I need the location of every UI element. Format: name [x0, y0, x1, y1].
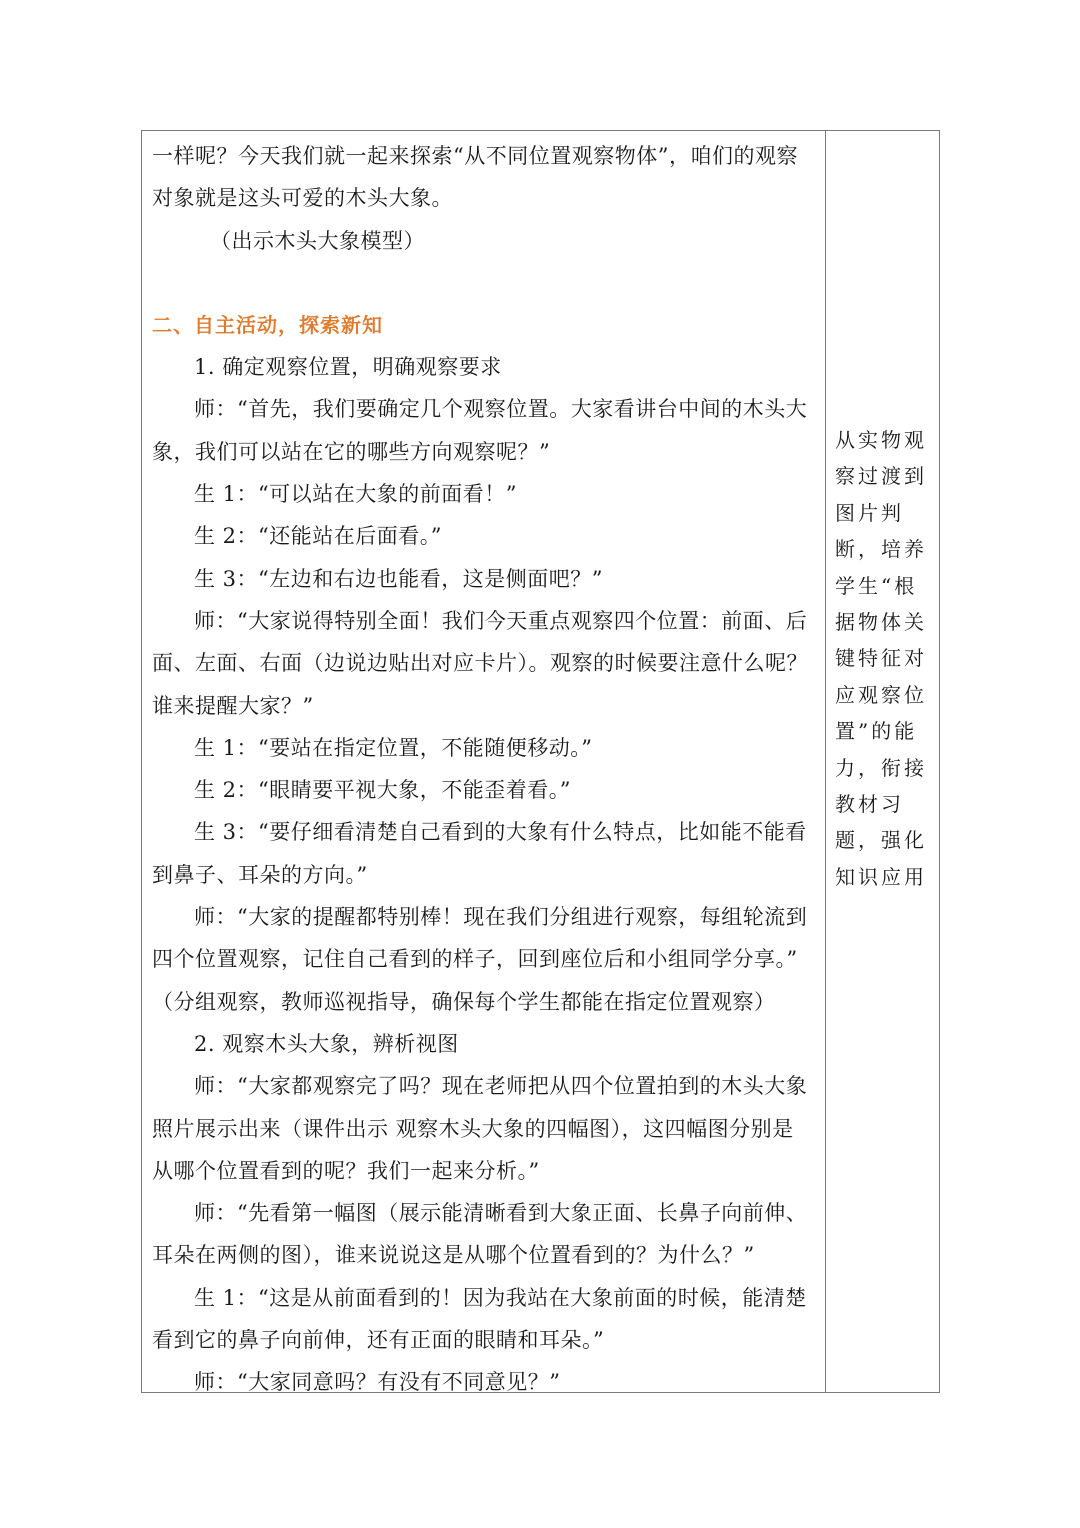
text-line: 谁来提醒大家？” [152, 693, 314, 718]
text-line: 师：“首先，我们要确定几个观察位置。大家看讲台中间的木头大 [194, 397, 808, 422]
text-line: 师：“先看第一幅图（展示能清晰看到大象正面、长鼻子向前伸、 [194, 1201, 808, 1226]
text-line: 生 2：“还能站在后面看。” [194, 524, 443, 549]
lesson-table [141, 130, 940, 1393]
text-line: 生 1：“要站在指定位置，不能随便移动。” [194, 735, 593, 760]
text-line: 师：“大家说得特别全面！我们今天重点观察四个位置：前面、后 [194, 608, 808, 633]
text-line: （出示木头大象模型） [210, 228, 425, 253]
text-line: 生 2：“眼睛要平视大象，不能歪着看。” [194, 778, 572, 803]
text-line: 看到它的鼻子向前伸，还有正面的眼睛和耳朵。” [152, 1328, 605, 1353]
side-line: 图片判 [835, 500, 904, 525]
subsection-title: 2. 观察木头大象，辨析视图 [194, 1031, 459, 1056]
text-line: （分组观察，教师巡视指导，确保每个学生都能在指定位置观察） [152, 989, 776, 1014]
side-line: 题，强化 [835, 828, 927, 853]
side-line: 知识应用 [835, 864, 927, 889]
text-line: 师：“大家的提醒都特别棒！现在我们分组进行观察，每组轮流到 [194, 905, 808, 930]
side-line: 据物体关 [835, 610, 927, 635]
side-line: 察过渡到 [835, 464, 927, 489]
side-line: 从实物观 [835, 428, 927, 452]
side-line: 学生“根 [835, 573, 918, 598]
text-line: 照片展示出来（课件出示 观察木头大象的四幅图），这四幅图分别是 [152, 1116, 794, 1141]
column-divider [825, 131, 826, 1392]
side-line: 应观察位 [835, 682, 927, 707]
subsection-title: 1. 确定观察位置，明确观察要求 [194, 355, 502, 380]
section-heading: 二、自主活动，探索新知 [152, 312, 383, 337]
text-line: 生 1：“这是从前面看到的！因为我站在大象前面的时候，能清楚 [194, 1285, 807, 1310]
text-line: 师：“大家都观察完了吗？现在老师把从四个位置拍到的木头大象 [194, 1074, 808, 1099]
side-line: 键特征对 [835, 646, 927, 671]
text-line: 生 3：“要仔细看清楚自己看到的大象有什么特点，比如能不能看 [194, 820, 807, 845]
text-line: 象，我们可以站在它的哪些方向观察呢？” [152, 439, 551, 464]
teaching-process-cell [152, 135, 818, 1404]
side-line: 力，衔接 [835, 755, 927, 780]
text-line: 师：“大家同意吗？有没有不同意见？” [194, 1370, 561, 1395]
text-line: 到鼻子、耳朵的方向。” [152, 862, 368, 887]
side-line: 教材习 [835, 792, 904, 817]
text-line: 一样呢？今天我们就一起来探索“从不同位置观察物体”，咱们的观察 [152, 144, 798, 168]
text-line: 耳朵在两侧的图），谁来说说这是从哪个位置看到的？为什么？” [152, 1243, 755, 1268]
text-line: 从哪个位置看到的呢？我们一起来分析。” [152, 1158, 540, 1183]
text-line: 对象就是这头可爱的木头大象。 [152, 186, 453, 211]
design-intent-cell [835, 422, 935, 895]
spacer [152, 262, 818, 304]
text-line: 生 1：“可以站在大象的前面看！” [194, 482, 518, 507]
side-line: 断，培养 [835, 537, 927, 562]
text-line: 面、左面、右面（边说边贴出对应卡片）。观察的时候要注意什么呢？ [152, 651, 808, 676]
text-line: 生 3：“左边和右边也能看，这是侧面吧？” [194, 566, 604, 591]
text-line: 四个位置观察，记住自己看到的样子，回到座位后和小组同学分享。” [152, 947, 798, 972]
side-line: 置”的能 [835, 719, 918, 744]
